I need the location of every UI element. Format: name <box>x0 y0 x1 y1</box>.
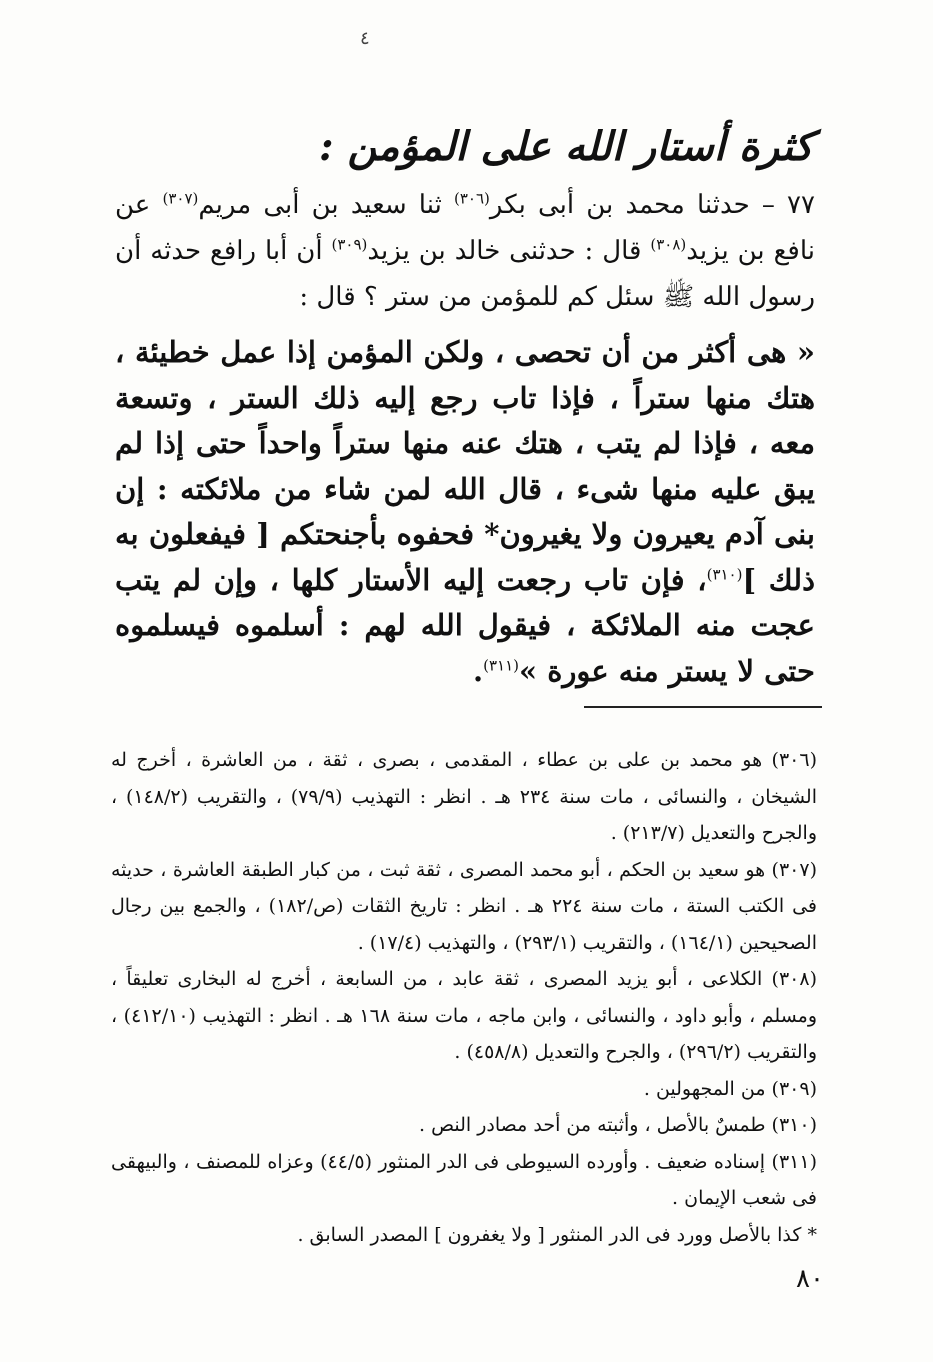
matn-paragraph <box>115 330 815 694</box>
top-mark: ٤ <box>360 28 370 49</box>
footnote-ref: (٣٠٨) <box>650 235 687 254</box>
footnote-308: (٣٠٨) الكلاعى ، أبو يزيد المصرى ، ثقة عابد ، من السابعة ، أخرج له البخارى تعليقاً ، ومسلم ، وأبو داود ، والنسائى ، وابن ماجه ، مات سنة ١٦٨ هـ . انظر : التهذيب (٤١٢/١٠) ، والتقريب (٢٩٦/٢) ، والجرح والتعديل (٤٥٨/٨) . <box>111 968 818 1063</box>
footnote-310: (٣١٠) طمسٌ بالأصل ، وأثبته من أحد مصادر النص . <box>419 1114 817 1136</box>
isnad-paragraph <box>115 182 815 320</box>
isnad-text: أن أبا رافع حدثه أن رسول الله ﷺ سئل كم للمؤمن من ستر ؟ قال : <box>115 236 815 312</box>
isnad-text: عن نافع بن يزيد <box>115 190 815 266</box>
footnote-ref: (٣٠٧) <box>162 189 199 208</box>
matn-text: « هى أكثر من أن تحصى ، ولكن المؤمن إذا عمل خطيئة ، هتك منها ستراً ، فإذا تاب رجع إليه ذلك الستر ، وتسعة معه ، فإذا لم يتب ، هتك عنه منها ستراً واحداً حتى إذا لم يبق عليه منها شىء ، قال الله لمن شاء من ملائكته : إن بنى آدم يعيرون ولا يغيرون* فحفوه بأجنحتكم [ فيفعلون به ذلك ] <box>115 335 815 597</box>
footnote-309: (٣٠٩) من المجهولين . <box>643 1077 817 1100</box>
footnote-ref: (٣١١) <box>483 655 519 674</box>
footnotes <box>111 742 817 1253</box>
isnad-text: قال : حدثنى خالد بن يزيد <box>367 236 651 266</box>
footnote-ref: (٣٠٩) <box>331 235 368 254</box>
footnote-star: * كذا بالأصل وورد فى الدر المنثور [ ولا يغفرون ] المصدر السابق . <box>297 1223 817 1246</box>
hadith-isnad <box>115 182 815 320</box>
footnote-306: (٣٠٦) هو محمد بن على بن عطاء ، المقدمى ، بصرى ، ثقة ، من العاشرة ، أخرج له الشيخان ، والنسائى ، مات سنة ٢٣٤ هـ . انظر : التهذيب (٧٩/٩) ، والتقريب (١٤٨/٢) ، والجرح والتعديل (٢١٣/٧) . <box>111 749 817 844</box>
footnote-divider <box>584 706 822 708</box>
footnote-307: (٣٠٧) هو سعيد بن الحكم ، أبو محمد المصرى ، ثقة ثبت ، من كبار الطبقة العاشرة ، حديثه فى الكتب الستة ، مات سنة ٢٢٤ هـ . انظر : تاريخ الثقات (ص/١٨٢) ، والجمع بين رجال الصحيحين (١٦٤/١) ، والتقريب (٢٩٣/١) ، والتهذيب (١٧/٤) . <box>111 858 817 954</box>
page-number: ٨٠ <box>796 1264 824 1294</box>
matn-text: ، فإن تاب رجعت إليه الأستار كلها ، وإن لم يتب عجت منه الملائكة ، فيقول الله لهم : أسلموه فيسلموه حتى لا يستر منه عورة » <box>115 562 815 688</box>
footnote-ref: (٣١٠) <box>706 564 743 583</box>
hadith-matn <box>115 330 815 694</box>
isnad-text: ثنا سعيد بن أبى مريم <box>198 190 454 220</box>
matn-text: . <box>472 653 484 688</box>
footnote-ref: (٣٠٦) <box>453 189 490 208</box>
footnote-311: (٣١١) إسناده ضعيف . وأورده السيوطى فى الدر المنثور (٤٤/٥) وعزاه للمصنف ، والبيهقى فى شعب الإيمان . <box>111 1150 817 1209</box>
section-heading: كثرة أستار الله على المؤمن : <box>318 123 813 170</box>
isnad-text: ٧٧ – حدثنا محمد بن أبى بكر <box>489 190 815 220</box>
